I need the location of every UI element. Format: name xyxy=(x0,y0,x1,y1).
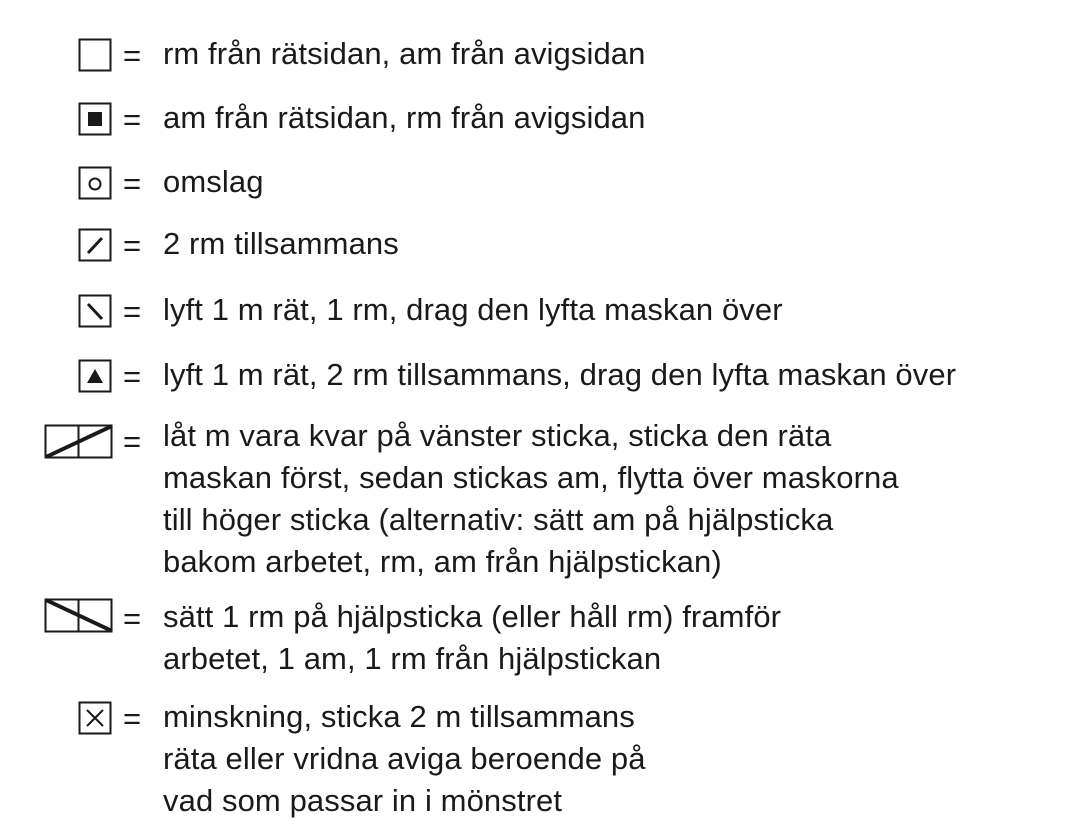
legend-description: låt m vara kvar på vänster sticka, sticka den räta maskan först, sedan stickas am, flytta över maskorna till höger sticka (alternativ: sätt am på hjälpsticka bakom arbetet, rm, am från hjälpstickan) xyxy=(163,418,899,579)
right-cross-cable-icon xyxy=(44,424,116,460)
equals-sign: = xyxy=(123,701,142,736)
purl-stitch-icon xyxy=(78,102,112,136)
equals-sign: = xyxy=(123,228,142,263)
legend-description: am från rätsidan, rm från avigsidan xyxy=(163,100,646,135)
equals-sign: = xyxy=(123,359,142,394)
legend-description: lyft 1 m rät, 1 rm, drag den lyfta maskan över xyxy=(163,292,783,327)
sk2po-icon xyxy=(78,359,112,393)
left-cross-cable-icon xyxy=(44,598,116,634)
equals-sign: = xyxy=(123,424,142,459)
yarn-over-icon xyxy=(78,166,112,200)
legend-description: rm från rätsidan, am från avigsidan xyxy=(163,36,646,71)
equals-sign: = xyxy=(123,166,142,201)
legend-description: lyft 1 m rät, 2 rm tillsammans, drag den lyfta maskan över xyxy=(163,357,957,392)
equals-sign: = xyxy=(123,102,142,137)
legend-description: omslag xyxy=(163,164,264,199)
skpo-icon xyxy=(78,294,112,328)
k2tog-icon xyxy=(78,228,112,262)
equals-sign: = xyxy=(123,601,142,636)
equals-sign: = xyxy=(123,294,142,329)
equals-sign: = xyxy=(123,38,142,73)
legend-description: 2 rm tillsammans xyxy=(163,226,399,261)
knit-stitch-icon xyxy=(78,38,112,72)
decrease-x-icon xyxy=(78,701,112,735)
legend-description: minskning, sticka 2 m tillsammans räta eller vridna aviga beroende på vad som passar in i mönstret xyxy=(163,699,646,818)
legend-description: sätt 1 rm på hjälpsticka (eller håll rm) framför arbetet, 1 am, 1 rm från hjälpstickan xyxy=(163,599,782,676)
